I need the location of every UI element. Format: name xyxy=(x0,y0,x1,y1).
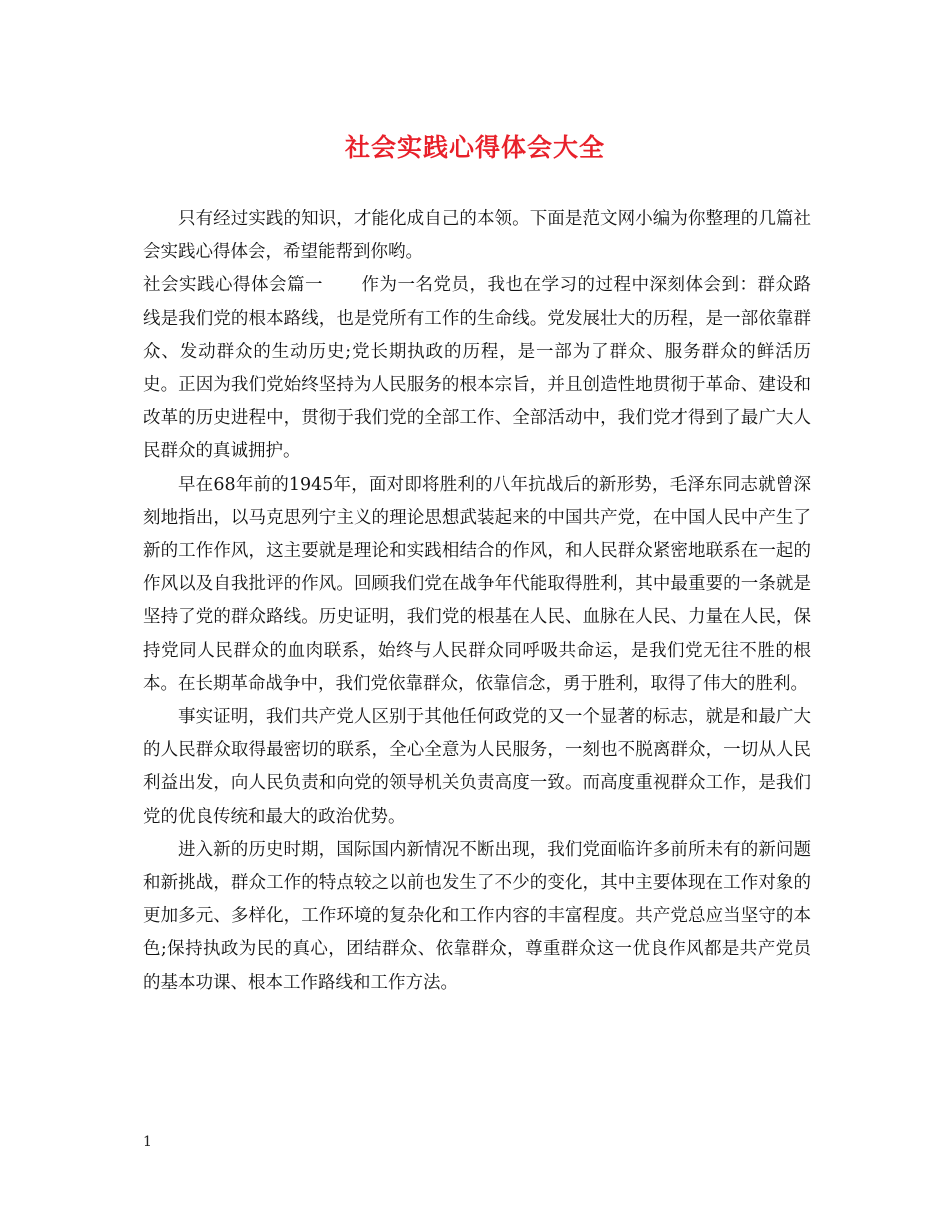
section-heading: 社会实践心得体会篇一 xyxy=(143,275,323,296)
body-paragraph: 事实证明，我们共产党人区别于其他任何政党的又一个显著的标志，就是和最广大的人民群众取得最密切的联系，全心全意为人民服务，一刻也不脱离群众，一切从人民利益出发，向人民负责和向党的领导机关负责高度一致。而高度重视群众工作，是我们党的优良传统和最大的政治优势。 xyxy=(143,707,811,827)
page-number: 1 xyxy=(143,1134,152,1150)
document-body xyxy=(143,203,811,1000)
body-paragraph: 进入新的历史时期，国际国内新情况不断出现，我们党面临许多前所未有的新问题和新挑战，群众工作的特点较之以前也发生了不少的变化，其中主要体现在工作对象的更加多元、多样化，工作环境的复杂化和工作内容的丰富程度。共产党总应当坚守的本色;保持执政为民的真心，团结群众、依靠群众，尊重群众这一优良作风都是共产党员的基本功课、根本工作路线和工作方法。 xyxy=(143,839,811,993)
section-paragraph-text: 作为一名党员，我也在学习的过程中深刻体会到：群众路线是我们党的根本路线，也是党所有工作的生命线。党发展壮大的历程，是一部依靠群众、发动群众的生动历史;党长期执政的历程，是一部为了群众、服务群众的鲜活历史。正因为我们党始终坚持为人民服务的根本宗旨，并且创造性地贯彻于革命、建设和改革的历史进程中，贯彻于我们党的全部工作、全部活动中，我们党才得到了最广大人民群众的真诚拥护。 xyxy=(143,275,811,462)
document-title: 社会实践心得体会大全 xyxy=(344,133,605,162)
intro-paragraph: 只有经过实践的知识，才能化成自己的本领。下面是范文网小编为你整理的几篇社会实践心得体会，希望能帮到你哟。 xyxy=(143,209,811,263)
section-paragraph xyxy=(143,269,811,468)
body-paragraph: 早在68年前的1945年，面对即将胜利的八年抗战后的新形势，毛泽东同志就曾深刻地指出，以马克思列宁主义的理论思想武装起来的中国共产党，在中国人民中产生了新的工作作风，这主要就是理论和实践相结合的作风，和人民群众紧密地联系在一起的作风以及自我批评的作风。回顾我们党在战争年代能取得胜利，其中最重要的一条就是坚持了党的群众路线。历史证明，我们党的根基在人民、血脉在人民、力量在人民，保持党同人民群众的血肉联系，始终与人民群众同呼吸共命运，是我们党无往不胜的根本。在长期革命战争中，我们党依靠群众，依靠信念，勇于胜利，取得了伟大的胜利。 xyxy=(143,474,811,694)
